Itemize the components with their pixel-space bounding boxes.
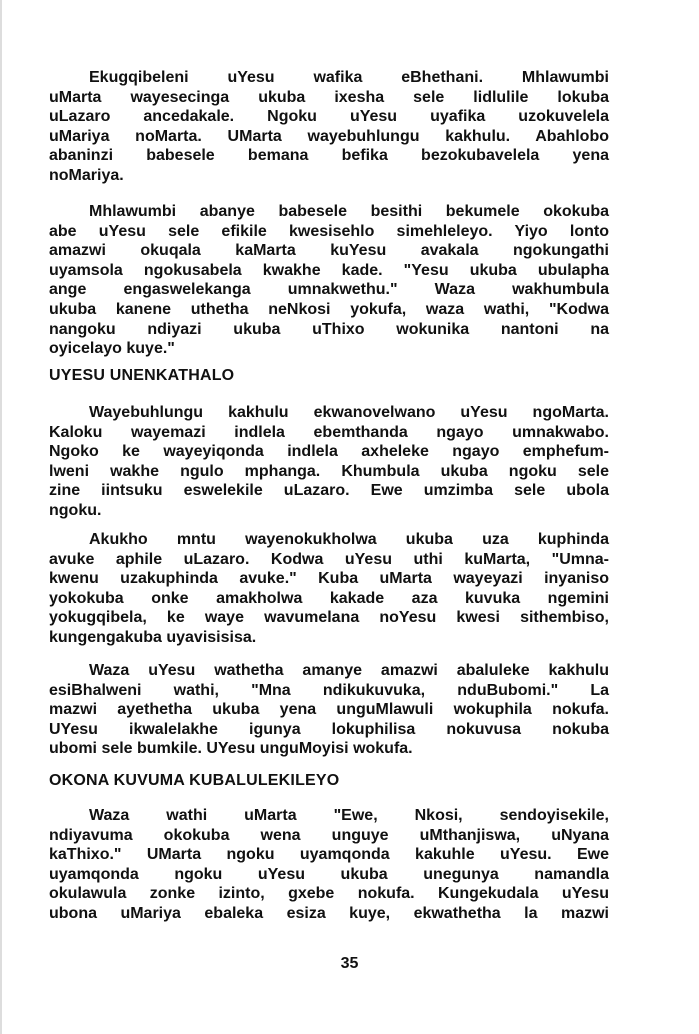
paragraph-5 [49,661,609,759]
text-line: ndiyavuma okokuba wena unguye uMthanjiswa, uNyana [49,826,609,844]
text-line: Mhlawumbi abanye babesele besithi bekumele okokuba [89,203,609,220]
text-line: esiBhalweni wathi, "Mna ndikukuvuka, nduBubomi." La [49,681,609,699]
text-line: Kaloku wayemazi indlela ebemthanda ngayo umnakwabo. [49,423,609,441]
text-line: ubona uMariya ebaleka esiza kuye, ekwathetha la mazwi [49,904,609,922]
text-line: UYesu ikwalelakhe igunya lokuphilisa nokuvusa nokuba [49,720,609,738]
text-line: uLazaro ancedakale. Ngoku uYesu uyafika uzokuvelela [49,108,609,126]
paragraph-6 [49,806,609,924]
text-line: Ngoko ke wayeyiqonda indlela axheleke ngayo emphefum- [49,443,609,461]
text-line: abaninzi babesele bemana befika bezokubavelela yena [49,147,609,165]
text-line: okulawula zonke izinto, gxebe nokufa. Kungekudala uYesu [49,885,609,903]
section-heading-2: OKONA KUVUMA KUBALULEKILEYO [49,772,340,789]
text-line: abe uYesu sele efikile kwesisehlo simehleleyo. Yiyo lonto [49,222,609,240]
text-line: Ekugqibeleni uYesu wafika eBhethani. Mhlawumbi [89,69,609,86]
text-line: ngoku. [49,501,102,519]
text-line: avuke aphile uLazaro. Kodwa uYesu uthi kuMarta, "Umna- [49,550,609,568]
text-line: uMarta wayesecinga ukuba ixesha sele lidlulile lokuba [49,88,609,106]
text-line: lweni wakhe ngulo mphanga. Khumbula ukuba ngoku sele [49,462,609,480]
paragraph-4 [49,530,609,648]
paragraph-3 [49,403,609,521]
section-heading-1: UYESU UNENKATHALO [49,367,235,384]
page-number: 35 [340,955,359,972]
page-edge [0,0,2,1034]
text-line: Waza wathi uMarta "Ewe, Nkosi, sendoyisekile, [89,807,609,824]
text-line: amazwi okuqala kaMarta kuYesu avakala ngokungathi [49,242,609,260]
text-line: oyicelayo kuye." [49,340,175,358]
text-line: uMariya noMarta. UMarta wayebuhlungu kakhulu. Abahlobo [49,127,609,145]
text-line: Waza uYesu wathetha amanye amazwi abaluleke kakhulu [89,662,609,679]
text-line: yokokuba onke amakholwa kakade aza kuvuka ngemini [49,589,609,607]
text-line: ukuba kanene uthetha neNkosi yokufa, waza wathi, "Kodwa [49,300,609,318]
text-line: uyamsola ngokusabela kwakhe kade. "Yesu ukuba ubulapha [49,261,609,279]
text-line: uyamqonda ngoku uYesu ukuba unegunya namandla [49,865,609,883]
text-line: kwenu uzakuphinda avuke." Kuba uMarta wayeyazi inyaniso [49,570,609,588]
text-line: zine iintsuku eswelekile uLazaro. Ewe umzimba sele ubola [49,482,609,500]
paragraph-2 [49,202,609,359]
text-line: nangoku ndiyazi ukuba uThixo wokunika nantoni na [49,320,609,338]
text-line: noMariya. [49,166,124,184]
text-line: ubomi sele bumkile. UYesu unguMoyisi wokufa. [49,740,413,758]
text-line: yokugqibela, ke waye wavumelana noYesu kwesi sithembiso, [49,609,609,627]
text-line: ange engaswelekanga umnakwethu." Waza wakhumbula [49,281,609,299]
text-line: Akukho mntu wayenokukholwa ukuba uza kuphinda [89,531,609,548]
text-line: mazwi ayethetha ukuba yena unguMlawuli wokuphila nokufa. [49,701,609,719]
paragraph-1 [49,68,609,186]
text-line: Wayebuhlungu kakhulu ekwanovelwano uYesu ngoMarta. [89,404,609,421]
text-line: kungengakuba uyavisisisa. [49,628,257,646]
text-line: kaThixo." UMarta ngoku uyamqonda kakuhle uYesu. Ewe [49,846,609,864]
